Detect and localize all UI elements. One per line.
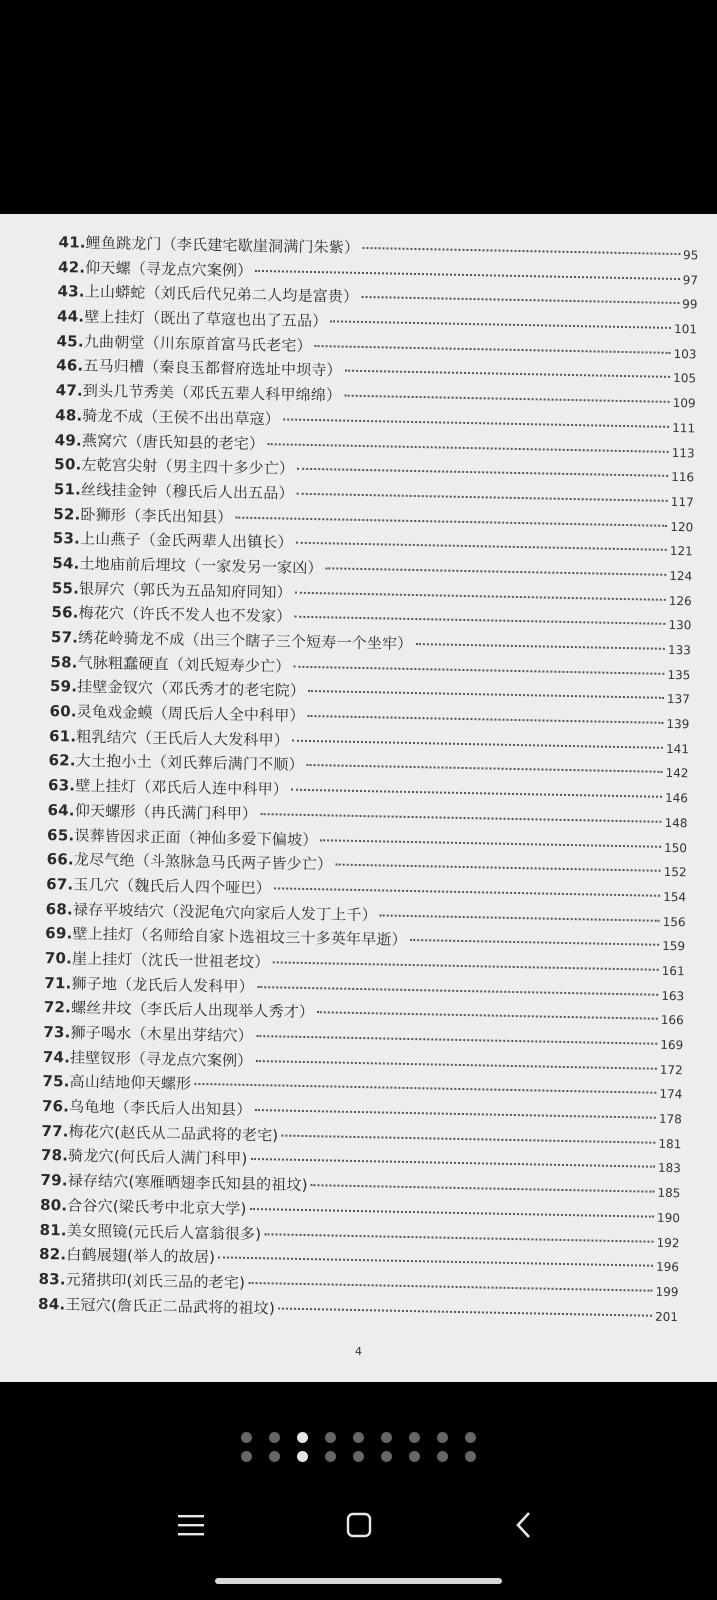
toc-entry-page: 156: [662, 914, 686, 929]
toc-entry-number: 68.: [45, 899, 74, 919]
toc-entry-number: 60.: [49, 702, 77, 721]
toc-entry-page: 124: [669, 568, 693, 584]
page-dot-icon[interactable]: [465, 1451, 476, 1462]
toc-leader-dots: [264, 1233, 653, 1242]
toc-entry-text: 左乾宫尖射（男主四十多少亡）: [81, 455, 295, 478]
page-dot-icon[interactable]: [409, 1432, 420, 1443]
toc-leader-dots: [267, 443, 668, 453]
toc-entry-page: 159: [662, 939, 686, 954]
document-page-content: [0, 214, 717, 1382]
toc-entry-text: 骑龙不成（王侯不出出草寇）: [82, 406, 281, 429]
toc-leader-dots: [330, 320, 671, 329]
toc-leader-dots: [278, 1307, 652, 1316]
toc-entry-number: 53.: [52, 529, 81, 548]
toc-entry-text: 灵龟戏金蟆（周氏后人全中科甲）: [76, 702, 305, 725]
toc-entry-text: 上山蟒蛇（刘氏后代兄弟二人均是富贵）: [84, 283, 359, 307]
toc-entry-text: 粗乳结穴（王氏后人大发科甲）: [76, 727, 290, 750]
toc-entry-page: 141: [665, 741, 690, 757]
toc-entry-number: 80.: [39, 1195, 68, 1215]
page-dot-icon[interactable]: [437, 1432, 448, 1443]
back-button[interactable]: [502, 1505, 546, 1545]
toc-entry-number: 76.: [41, 1097, 70, 1116]
toc-entry-text: 大土抱小土（刘氏葬后满门不顺）: [75, 751, 304, 775]
toc-entry-text: 土地庙前后埋坟（一家发另一家凶）: [79, 554, 323, 578]
toc-entry-page: 172: [659, 1062, 683, 1077]
toc-leader-dots: [317, 1012, 658, 1021]
toc-entry-number: 65.: [46, 825, 75, 845]
toc-entry-number: 56.: [51, 603, 79, 622]
toc-entry-text: 九曲朝堂（川东原首富马氏老宅）: [83, 332, 312, 355]
page-dots-row: [241, 1451, 476, 1462]
toc-leader-dots: [255, 1060, 656, 1070]
system-navigation-bar: [0, 1495, 717, 1555]
toc-entry-text: 禄存结穴(寒雁晒翅李氏知县的祖坟): [67, 1171, 308, 1195]
toc-entry-title: [39, 1242, 216, 1270]
toc-entry-number: 51.: [53, 479, 82, 499]
toc-entry-page: 148: [664, 815, 688, 831]
toc-entry-text: 崖上挂灯（沈氏一世祖老坟）: [71, 949, 270, 972]
toc-entry-number: 45.: [56, 331, 84, 351]
toc-leader-dots: [291, 789, 662, 798]
toc-entry-text: 挂壁钗形（寻龙点穴案例）: [69, 1048, 253, 1070]
toc-leader-dots: [297, 468, 668, 477]
toc-leader-dots: [273, 961, 659, 970]
toc-entry-text: 螺丝井坟（李氏后人出现举人秀才）: [70, 998, 315, 1022]
toc-entry-text: 王冠穴(詹氏正二品武将的祖坟): [65, 1295, 276, 1318]
toc-leader-dots: [311, 1184, 655, 1193]
toc-leader-dots: [274, 887, 660, 896]
table-of-contents: [38, 230, 699, 1328]
page-dot-icon[interactable]: [381, 1432, 392, 1443]
toc-entry-page: 163: [661, 988, 685, 1003]
toc-leader-dots: [315, 345, 671, 354]
page-dot-icon[interactable]: [353, 1451, 364, 1462]
page-dot-icon[interactable]: [297, 1432, 308, 1443]
toc-leader-dots: [361, 296, 679, 304]
toc-entry-text: 上山燕子（金氏两辈人出镇长）: [79, 529, 293, 552]
toc-entry-page: 105: [672, 371, 697, 386]
toc-entry-number: 42.: [57, 257, 86, 277]
toc-entry-text: 狮子喝水（木星出芽结穴）: [70, 1023, 254, 1045]
toc-entry-page: 117: [670, 494, 694, 510]
toc-entry-page: 97: [682, 272, 699, 288]
page-dot-icon[interactable]: [241, 1432, 252, 1443]
toc-entry-page: 133: [667, 642, 691, 658]
toc-leader-dots: [307, 764, 663, 773]
toc-entry-number: 62.: [48, 751, 76, 770]
toc-entry-number: 55.: [51, 578, 80, 598]
toc-entry-text: 燕窝穴（唐氏知县的老宅）: [81, 431, 265, 453]
toc-entry-text: 美女照镜(元氏后人富翁很多): [66, 1220, 262, 1243]
toc-entry-number: 46.: [55, 356, 84, 376]
toc-leader-dots: [194, 1083, 656, 1094]
toc-entry-page: 174: [659, 1087, 683, 1102]
toc-entry-page: 109: [672, 396, 696, 411]
toc-entry-number: 82.: [38, 1245, 67, 1264]
toc-leader-dots: [344, 395, 669, 403]
toc-entry-number: 75.: [42, 1072, 70, 1091]
toc-leader-dots: [293, 665, 664, 674]
toc-entry-number: 66.: [46, 850, 75, 869]
toc-entry-title: [42, 1069, 191, 1097]
toc-leader-dots: [249, 1208, 654, 1218]
toc-entry-number: 67.: [46, 874, 74, 894]
toc-entry-page: 150: [663, 840, 688, 855]
toc-entry-page: 161: [661, 963, 685, 979]
toc-entry-number: 69.: [45, 924, 73, 943]
toc-entry-text: 仰天螺形（冉氏满门科甲）: [74, 801, 258, 823]
toc-leader-dots: [295, 591, 666, 600]
page-dots-row: [241, 1432, 476, 1443]
toc-entry-page: 183: [657, 1161, 682, 1176]
toc-entry-text: 五马归槽（秦良玉都督府选址中坝寺）: [83, 357, 342, 381]
page-dot-icon[interactable]: [297, 1451, 308, 1462]
toc-entry-text: 梅花穴(赵氏从二品武将的老宅): [68, 1122, 279, 1145]
toc-entry-number: 57.: [50, 628, 79, 647]
toc-entry-page: 199: [655, 1284, 679, 1300]
toc-entry-text: 白鹤展翅(举人的故居): [66, 1245, 216, 1267]
toc-entry-page: 166: [660, 1013, 684, 1028]
toc-entry-text: 仰天螺（寻龙点穴案例）: [85, 258, 253, 280]
toc-leader-dots: [320, 839, 661, 848]
toc-entry-number: 74.: [42, 1047, 71, 1067]
toc-entry-page: 130: [668, 618, 692, 633]
toc-entry-text: 玉几穴（魏氏后人四个哑巴）: [73, 875, 272, 898]
page-dot-icon[interactable]: [325, 1451, 336, 1462]
toc-leader-dots: [362, 247, 680, 255]
page-dot-icon[interactable]: [381, 1451, 392, 1462]
page-dot-icon[interactable]: [409, 1451, 420, 1462]
page-dot-icon[interactable]: [353, 1432, 364, 1443]
toc-entry-text: 骑龙穴(何氏后人满门科甲): [68, 1146, 248, 1169]
toc-entry-page: 113: [671, 445, 695, 460]
toc-leader-dots: [335, 864, 660, 872]
toc-entry-number: 61.: [48, 726, 77, 746]
toc-entry-number: 47.: [55, 381, 84, 400]
toc-entry-number: 52.: [53, 504, 81, 524]
toc-entry-page: 120: [670, 519, 694, 534]
toc-entry-page: 152: [663, 865, 687, 880]
toc-leader-dots: [248, 1282, 653, 1292]
document-page: [0, 214, 717, 1382]
toc-entry-text: 壁上挂灯（邓氏后人连中科甲）: [75, 776, 289, 799]
toc-entry-text: 壁上挂灯（既出了草寇也出了五品）: [84, 307, 328, 331]
toc-entry-number: 48.: [55, 405, 83, 425]
menu-button[interactable]: [169, 1505, 213, 1545]
page-dot-icon[interactable]: [241, 1451, 252, 1462]
toc-entry-number: 64.: [47, 800, 75, 820]
toc-entry-title: [58, 255, 253, 283]
page-dot-icon[interactable]: [437, 1451, 448, 1462]
toc-leader-dots: [218, 1257, 653, 1267]
toc-leader-dots: [283, 418, 669, 427]
toc-entry-page: 116: [671, 470, 695, 485]
toc-entry-text: 绣花岭骑龙不成（出三个瞎子三个短寿一个坐牢）: [77, 628, 413, 653]
toc-entry-number: 79.: [40, 1171, 68, 1190]
toc-leader-dots: [380, 914, 660, 921]
page-dot-icon[interactable]: [269, 1432, 280, 1443]
toc-entry-text: 合谷穴(梁氏考中北京大学): [67, 1196, 247, 1218]
toc-entry-page: 137: [666, 692, 691, 707]
toc-entry-number: 73.: [43, 1022, 71, 1042]
toc-entry-text: 鲤鱼跳龙门（李氏建宅歇崖洞满门朱紫）: [85, 233, 360, 257]
toc-entry-number: 71.: [44, 973, 72, 993]
toc-entry-page: 178: [658, 1111, 682, 1127]
page-dot-icon[interactable]: [325, 1432, 336, 1443]
toc-leader-dots: [297, 493, 668, 502]
toc-entry-page: 111: [672, 420, 696, 436]
toc-entry-number: 50.: [54, 455, 82, 474]
toc-entry-number: 43.: [57, 282, 85, 301]
page-indicator: [0, 1432, 717, 1462]
toc-entry-number: 70.: [44, 948, 73, 968]
toc-entry-text: 壁上挂灯（名师给自家卜选祖坟三十多英年早逝）: [72, 924, 407, 950]
toc-entry-text: 梅花穴（许氏不发人也不发家）: [78, 603, 292, 626]
page-dot-icon[interactable]: [269, 1451, 280, 1462]
toc-entry-page: 185: [657, 1185, 681, 1201]
toc-leader-dots: [292, 739, 663, 748]
toc-leader-dots: [345, 370, 670, 378]
toc-entry-text: 乌龟地（李氏后人出知县）: [68, 1097, 252, 1120]
toc-entry-page: 146: [664, 790, 689, 806]
toc-entry-page: 99: [682, 297, 698, 312]
toc-entry-text: 到头几节秀美（邓氏五辈人科甲绵绵）: [82, 381, 342, 405]
toc-entry-number: 72.: [43, 998, 72, 1017]
toc-leader-dots: [254, 1109, 655, 1119]
menu-icon: [177, 1513, 205, 1537]
toc-leader-dots: [257, 986, 658, 996]
toc-entry-page: 192: [656, 1235, 680, 1250]
toc-entry-title: [53, 502, 233, 530]
toc-entry-number: 44.: [56, 307, 85, 326]
toc-leader-dots: [415, 643, 664, 650]
toc-entry-number: 49.: [54, 430, 83, 450]
toc-entry-text: 误葬皆因求正面（神仙多爱下偏坡）: [74, 826, 318, 849]
toc-leader-dots: [256, 1035, 657, 1045]
toc-entry-text: 丝线挂金钟（穆氏后人出五品）: [80, 480, 294, 503]
toc-entry-page: 121: [669, 544, 693, 559]
toc-entry-page: 101: [673, 322, 698, 337]
toc-entry-page: 103: [673, 346, 697, 362]
toc-entry-text: 挂壁金钗穴（邓氏秀才的老宅院）: [77, 677, 306, 701]
toc-entry-page: 196: [655, 1259, 680, 1275]
toc-entry-text: 禄存平坡结穴（没泥龟穴向家后人发丁上千）: [72, 900, 378, 924]
toc-leader-dots: [255, 270, 679, 280]
toc-entry-page: 201: [654, 1309, 679, 1324]
toc-entry-number: 81.: [39, 1220, 67, 1239]
toc-leader-dots: [250, 1158, 655, 1168]
toc-entry-number: 78.: [40, 1146, 69, 1165]
toc-entry-number: 58.: [50, 652, 78, 672]
toc-entry-page: 142: [665, 766, 689, 781]
toc-leader-dots: [296, 542, 667, 551]
toc-leader-dots: [410, 939, 659, 946]
back-icon: [515, 1511, 533, 1539]
toc-entry-text: 元猪拱印(刘氏三品的老宅): [65, 1270, 246, 1292]
toc-leader-dots: [260, 813, 661, 823]
toc-entry-page: 154: [663, 889, 687, 905]
page-number: 4: [355, 1345, 362, 1358]
toc-leader-dots: [281, 1134, 655, 1143]
toc-leader-dots: [235, 516, 667, 526]
toc-leader-dots: [308, 715, 664, 724]
toc-entry-text: 狮子地（龙氏后人发科甲）: [71, 974, 255, 996]
toc-entry-number: 77.: [41, 1121, 69, 1141]
toc-entry-title: [38, 1291, 275, 1320]
toc-entry-number: 63.: [47, 776, 76, 795]
gesture-bar[interactable]: [215, 1578, 502, 1584]
toc-entry-number: 83.: [38, 1269, 66, 1289]
home-icon: [346, 1512, 372, 1538]
toc-leader-dots: [294, 616, 665, 625]
toc-leader-dots: [308, 690, 664, 699]
toc-entry-number: 54.: [52, 553, 80, 573]
toc-entry-text: 气脉粗蠢硬直（刘氏短寿少亡）: [77, 653, 291, 676]
toc-entry-page: 126: [668, 593, 692, 608]
toc-entry-page: 135: [667, 667, 691, 683]
toc-entry-page: 95: [682, 248, 699, 263]
toc-leader-dots: [326, 567, 667, 576]
toc-entry-page: 169: [660, 1037, 684, 1053]
toc-entry-number: 84.: [37, 1294, 66, 1313]
toc-entry-page: 181: [658, 1136, 682, 1151]
home-button[interactable]: [337, 1505, 381, 1545]
toc-entry-number: 59.: [49, 677, 78, 696]
toc-entry-number: 41.: [58, 233, 86, 252]
toc-entry-page: 190: [656, 1210, 681, 1226]
toc-entry-page: 139: [666, 716, 690, 732]
toc-entry-text: 银屏穴（郭氏为五品知府同知）: [78, 579, 293, 602]
toc-entry-text: 高山结地仰天螺形: [69, 1072, 192, 1094]
toc-entry-text: 龙尽气绝（斗煞脉急马氏两子皆少亡）: [73, 850, 333, 874]
toc-entry-text: 卧狮形（李氏出知县）: [80, 505, 233, 527]
page-dot-icon[interactable]: [465, 1432, 476, 1443]
